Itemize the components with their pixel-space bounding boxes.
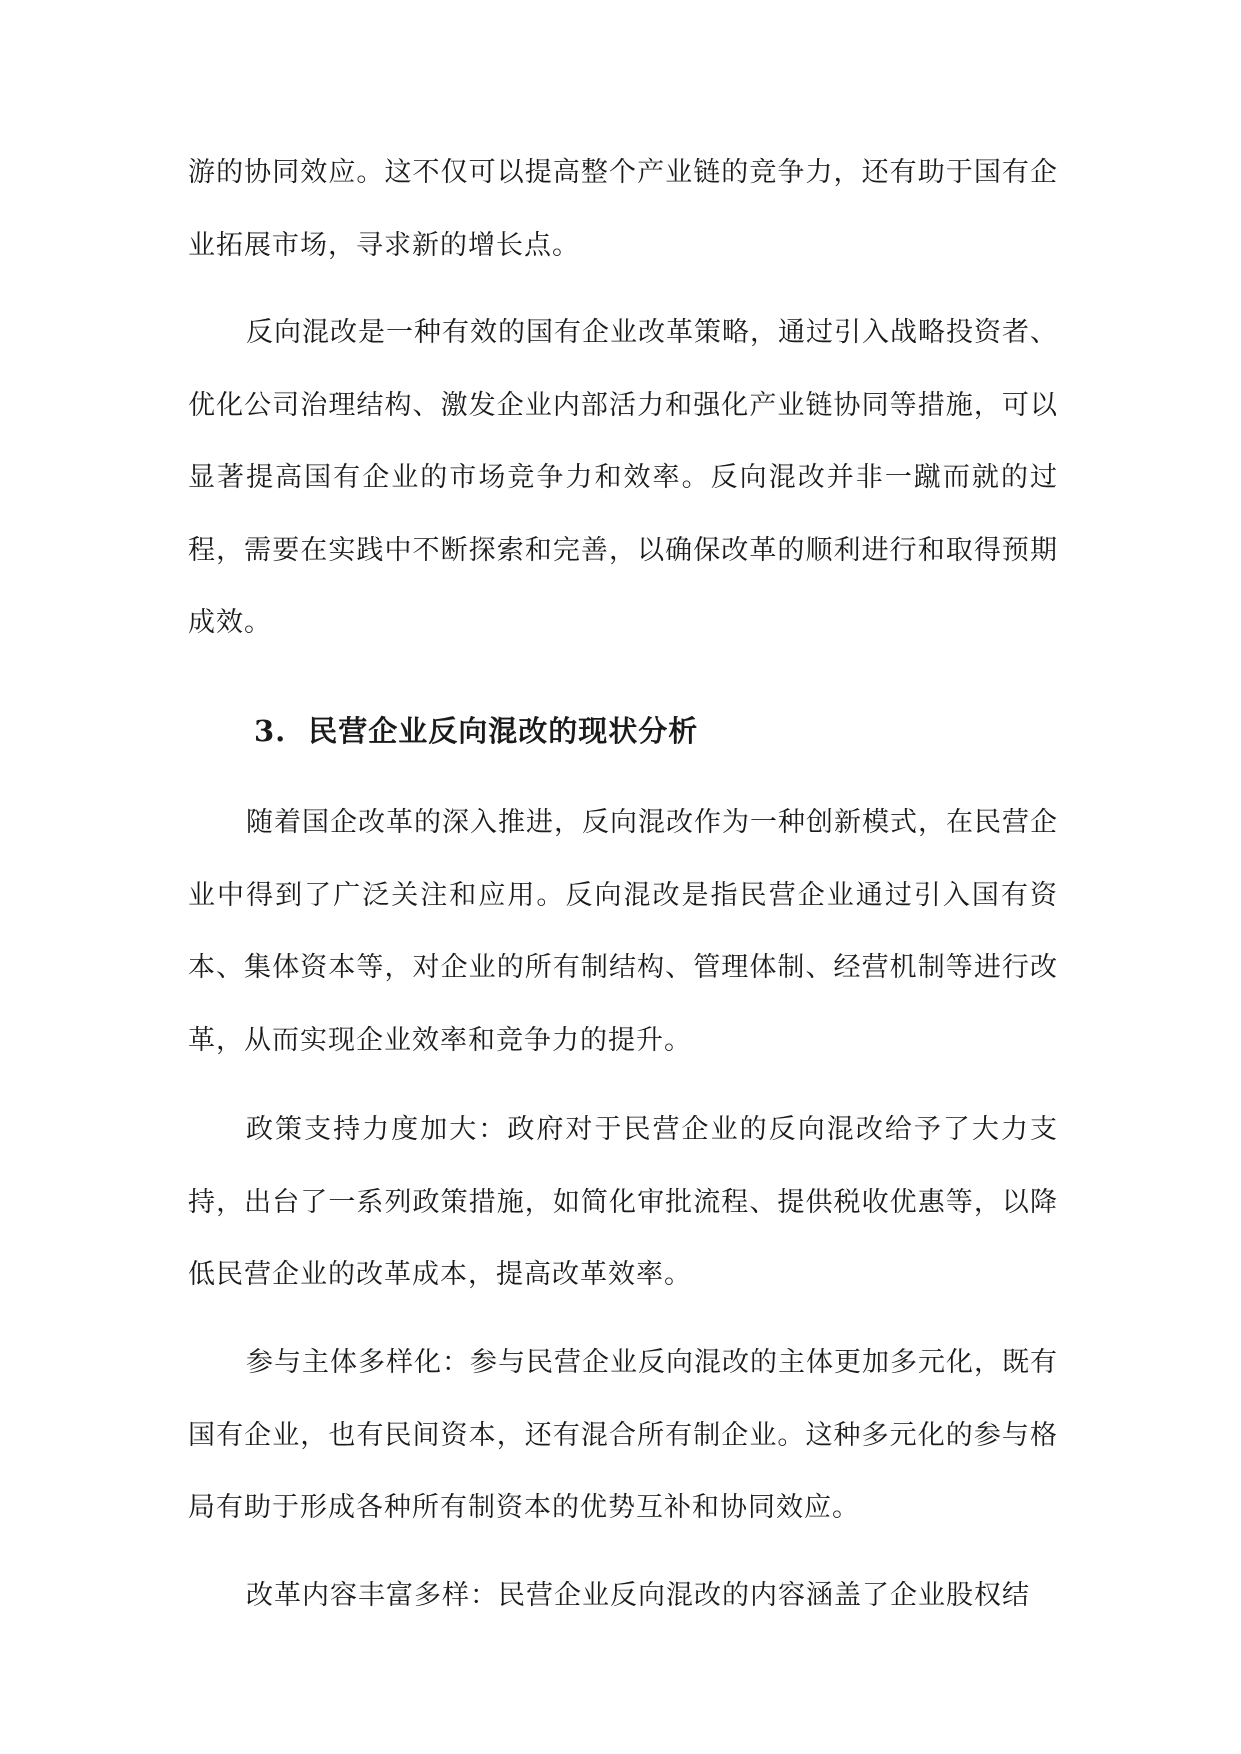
section-heading [254, 711, 698, 751]
paragraph-reform-content: 改革内容丰富多样：民营企业反向混改的内容涵盖了企业股权结 [246, 1580, 1030, 1611]
paragraph-intro: 随着国企改革的深入推进，反向混改作为一种创新模式，在民营企业中得到了广泛关注和应用。反向混改是指民营企业通过引入国有资本、集体资本等，对企业的所有制结构、管理体制、经营机制等进行改革，从而实现企业效率和竞争力的提升。 [188, 807, 1058, 1056]
section-number: 3. [254, 714, 287, 748]
section-title: 民营企业反向混改的现状分析 [308, 714, 699, 748]
paragraph-policy-support: 政策支持力度加大：政府对于民营企业的反向混改给予了大力支持，出台了一系列政策措施，如简化审批流程、提供税收优惠等，以降低民营企业的改革成本，提高改革效率。 [188, 1114, 1058, 1290]
paragraph-continuation: 游的协同效应。这不仅可以提高整个产业链的竞争力，还有助于国有企业拓展市场，寻求新的增长点。 [188, 157, 1058, 261]
paragraph-diverse-participants: 参与主体多样化：参与民营企业反向混改的主体更加多元化，既有国有企业，也有民间资本，还有混合所有制企业。这种多元化的参与格局有助于形成各种所有制资本的优势互补和协同效应。 [188, 1347, 1058, 1523]
paragraph-reverse-reform-summary: 反向混改是一种有效的国有企业改革策略，通过引入战略投资者、优化公司治理结构、激发企业内部活力和强化产业链协同等措施，可以显著提高国有企业的市场竞争力和效率。反向混改并非一蹴而就的过程，需要在实践中不断探索和完善，以确保改革的顺利进行和取得预期成效。 [188, 317, 1058, 638]
